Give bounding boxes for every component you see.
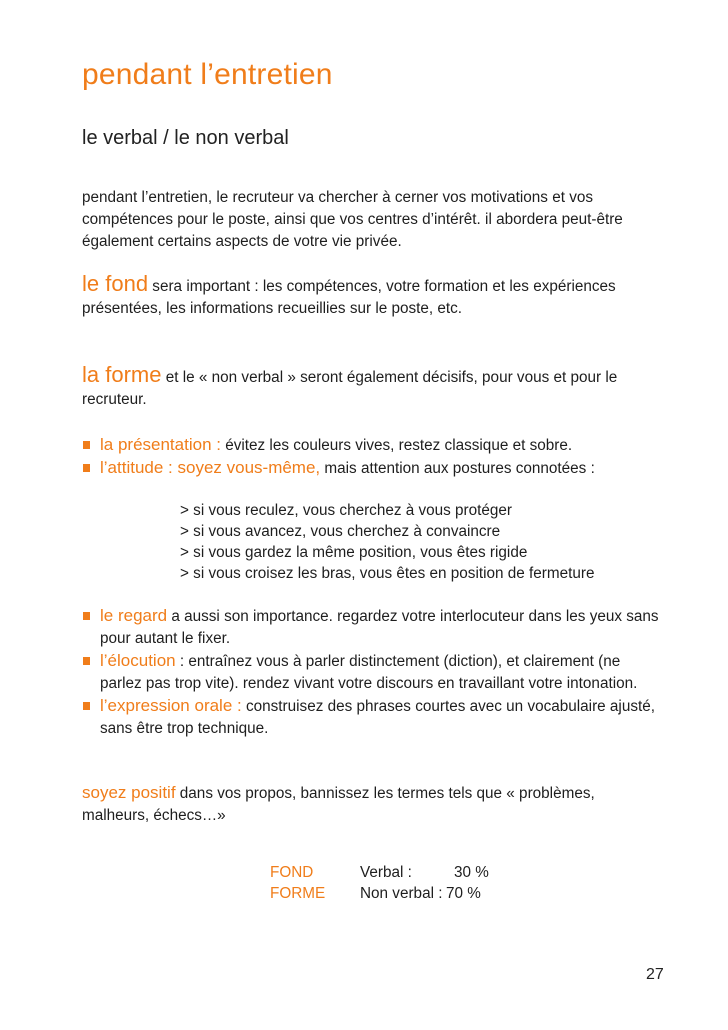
square-bullet-icon: [83, 702, 90, 710]
bullet-label: le regard: [100, 606, 168, 625]
summary-type: Non verbal :: [360, 885, 443, 902]
posture-item: > si vous gardez la même position, vous êtes rigide: [180, 544, 528, 561]
table-row: [270, 862, 489, 883]
posture-item: > si vous avancez, vous cherchez à convaincre: [180, 523, 501, 540]
intro-paragraph: pendant l’entretien, le recruteur va chercher à cerner vos motivations et vos compétences pour le poste, ainsi que vos centres d’intérêt. il abordera peut-être également certains aspects de votre vie privée.: [82, 189, 623, 250]
square-bullet-icon: [83, 657, 90, 665]
bullet-text: évitez les couleurs vives, restez classique et sobre.: [220, 437, 573, 454]
summary-key: FORME: [270, 885, 326, 902]
fond-label: le fond: [82, 271, 149, 296]
bullet-text: mais attention aux postures connotées :: [320, 460, 595, 477]
summary-type: Verbal :: [360, 864, 412, 881]
fond-paragraph: [82, 273, 672, 320]
bullet-label: l’expression orale :: [100, 696, 242, 715]
square-bullet-icon: [83, 464, 90, 472]
page-title: pendant l’entretien: [82, 58, 333, 91]
page-subtitle: le verbal / le non verbal: [82, 127, 289, 149]
forme-text: et le « non verbal » seront également décisifs, pour vous et pour le recruteur.: [82, 369, 618, 408]
table-row: [270, 883, 489, 904]
summary-value: 30 %: [454, 864, 489, 881]
positif-label: soyez positif: [82, 783, 176, 802]
postures-list: [180, 500, 595, 584]
posture-item: > si vous croisez les bras, vous êtes en position de fermeture: [180, 565, 595, 582]
list-item: [82, 605, 660, 650]
bullet-label: l’attitude : soyez vous-même,: [100, 458, 321, 477]
list-item: [82, 434, 682, 457]
posture-item: > si vous reculez, vous cherchez à vous protéger: [180, 502, 513, 519]
bullet-text: : entraînez vous à parler distinctement (diction), et clairement (ne parlez pas trop vite). rendez vivant votre discours en travaillant votre intonation.: [100, 653, 638, 692]
bullet-label: l’élocution: [100, 651, 176, 670]
page-number: 27: [646, 966, 664, 983]
square-bullet-icon: [83, 612, 90, 620]
summary-value: 70 %: [446, 885, 481, 902]
list-item: [82, 695, 660, 740]
forme-paragraph: [82, 364, 672, 411]
bullet-text: a aussi son importance. regardez votre interlocuteur dans les yeux sans pour autant le fixer.: [100, 608, 659, 647]
list-item: [82, 650, 660, 695]
square-bullet-icon: [83, 441, 90, 449]
bullet-list-communication: [82, 605, 660, 740]
bullet-text: construisez des phrases courtes avec un vocabulaire ajusté, sans être trop technique.: [100, 698, 655, 737]
summary-key: FOND: [270, 864, 314, 881]
positif-text: dans vos propos, bannissez les termes tels que « problèmes, malheurs, échecs…»: [82, 785, 595, 824]
list-item: [82, 457, 682, 480]
fond-text: sera important : les compétences, votre formation et les expériences présentées, les informations recueillies sur le poste, etc.: [82, 278, 616, 317]
positif-paragraph: [82, 782, 642, 827]
bullet-label: la présentation :: [100, 435, 221, 454]
bullet-list-presentation: [82, 434, 682, 480]
forme-label: la forme: [82, 362, 162, 387]
summary-table: [270, 862, 489, 904]
